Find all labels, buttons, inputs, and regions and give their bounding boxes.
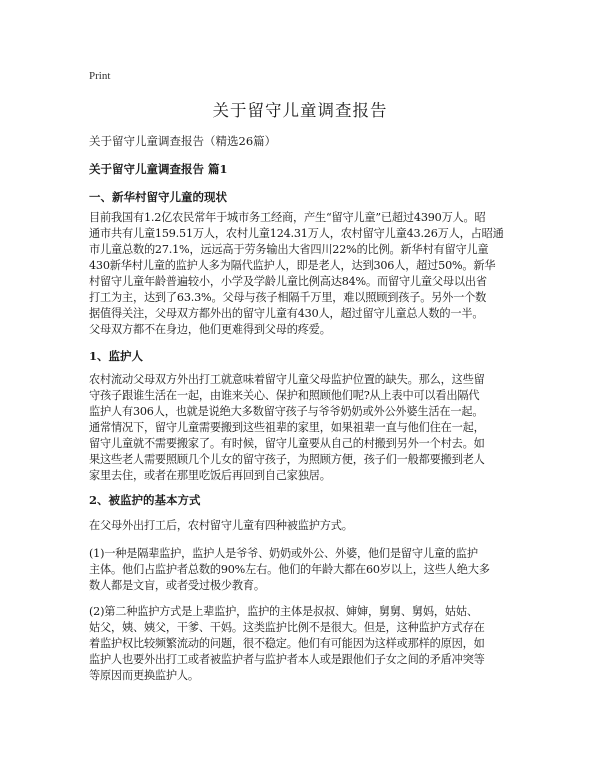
text-line: 着监护权比较频繁流动的问题，很不稳定。他们有可能因为这样或那样的原因，如 xyxy=(89,637,485,650)
paragraph-guardian xyxy=(89,372,513,484)
paragraph-methods-intro xyxy=(89,518,513,534)
text-line: 农村流动父母双方外出打工就意味着留守儿童父母监护位置的缺失。那么，这些留 xyxy=(89,373,485,386)
document-subtitle: 关于留守儿童调查报告（精选26篇） xyxy=(89,134,277,148)
article-heading: 关于留守儿童调查报告 篇1 xyxy=(89,162,228,176)
page-title: 关于留守儿童调查报告 xyxy=(212,101,388,120)
text-line: 监护人有306人，也就是说绝大多数留守孩子与爷爷奶奶或外公外婆生活在一起。 xyxy=(89,405,484,418)
paragraph-method-1 xyxy=(89,546,513,594)
text-line: 通常情况下，留守儿童需要搬到这些祖辈的家里，如果祖辈一直与他们住在一起， xyxy=(89,421,485,434)
paragraph-status xyxy=(89,210,513,338)
text-line: 数人都是文盲，或者受过极少教育。 xyxy=(89,579,265,592)
text-line: 姑父，姨、姨父，干爹、干妈。这类监护比例不是很大。但是，这种监护方式存在 xyxy=(89,621,485,634)
text-line: (1)一种是隔辈监护，监护人是爷爷、奶奶或外公、外婆，他们是留守儿童的监护 xyxy=(89,547,478,560)
paragraph-method-2 xyxy=(89,604,513,684)
text-line: 在父母外出打工后，农村留守儿童有四种被监护方式。 xyxy=(89,519,353,532)
print-link[interactable]: Print xyxy=(89,70,111,82)
text-line: 市儿童总数的27.1%，远远高于劳务输出大省四川22%的比例。新华村有留守儿童 xyxy=(89,243,489,256)
text-line: 430新华村儿童的监护人多为隔代监护人，即是老人，达到306人，超过50%。新华 xyxy=(89,259,496,272)
text-line: 等原因而更换监护人。 xyxy=(89,669,199,682)
text-line: 据值得关注，父母双方都外出的留守儿童有430人，超过留守儿童总人数的一半。 xyxy=(89,307,484,320)
text-line: 果这些老人需要照顾几个儿女的留守孩子，为照顾方便，孩子们一般都要搬到老人 xyxy=(89,453,485,466)
section-heading-guardian: 1、监护人 xyxy=(89,349,144,363)
section-heading-status: 一、新华村留守儿童的现状 xyxy=(89,190,227,204)
text-line: 留守儿童就不需要搬家了。有时候，留守儿童要从自己的村搬到另外一个村去。如 xyxy=(89,437,485,450)
text-line: 守孩子跟谁生活在一起，由谁来关心、保护和照顾他们呢?从上表中可以看出隔代 xyxy=(89,389,480,402)
text-line: 父母双方都不在身边，他们更难得到父母的疼爱。 xyxy=(89,323,331,336)
text-line: 村留守儿童年龄普遍较小，小学及学龄儿童比例高达84%。而留守儿童父母以出省 xyxy=(89,275,487,288)
text-line: 监护人也要外出打工或者被监护者与监护者本人或是跟他们子女之间的矛盾冲突等 xyxy=(89,653,485,666)
text-line: 通市共有儿童159.51万人，农村儿童124.31万人，农村留守儿童43.26万人，占昭通 xyxy=(89,227,504,240)
text-line: 目前我国有1.2亿农民常年于城市务工经商，产生“留守儿童”已超过4390万人。昭 xyxy=(89,211,486,224)
text-line: 家里去住，或者在那里吃饭后再回到自己家独居。 xyxy=(89,469,331,482)
section-heading-methods: 2、被监护的基本方式 xyxy=(89,493,201,507)
text-line: 主体。他们占监护者总数的90%左右。他们的年龄大都在60岁以上，这些人绝大多 xyxy=(89,563,490,576)
text-line: (2)第二种监护方式是上辈监护，监护的主体是叔叔、婶婶，舅舅、舅妈，姑姑、 xyxy=(89,605,478,618)
text-line: 打工为主，达到了63.3%。父母与孩子相隔千万里，难以照顾到孩子。另外一个数 xyxy=(89,291,487,304)
